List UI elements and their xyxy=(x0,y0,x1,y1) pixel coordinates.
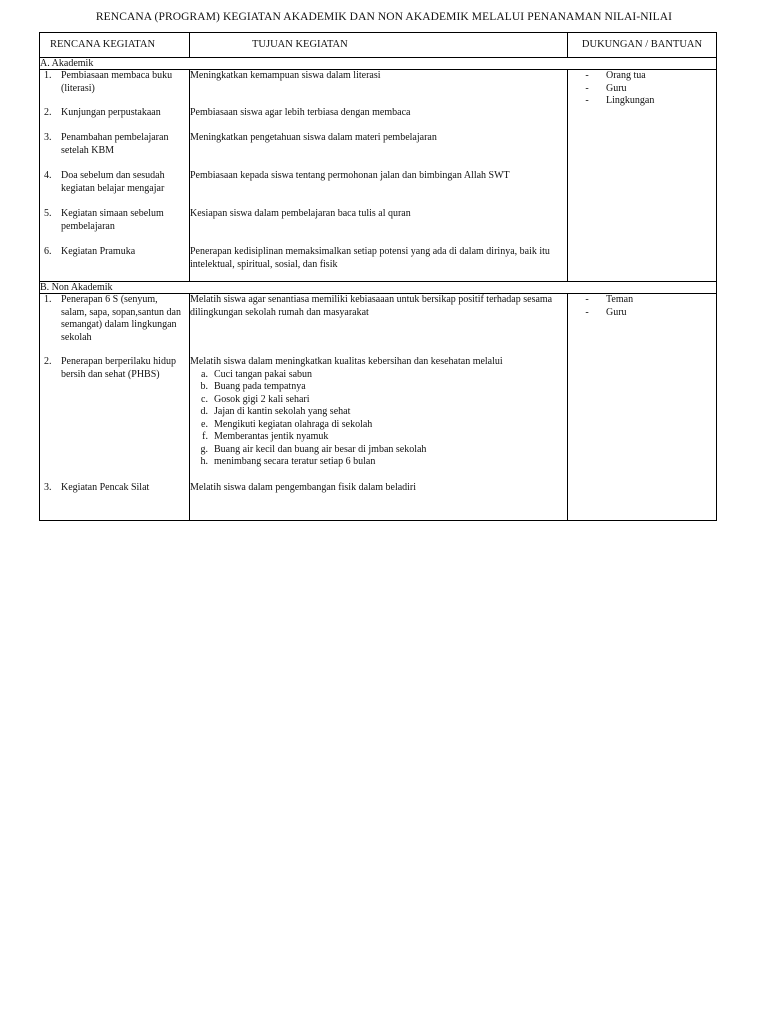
phbs-sub-item: a. Cuci tangan pakai sabun xyxy=(201,368,313,380)
section-body-akademik xyxy=(40,70,717,282)
table-header-row xyxy=(40,33,717,58)
header-dukungan-bantuan: DUKUNGAN / BANTUAN xyxy=(568,33,717,58)
akademik-dukungan-cell xyxy=(568,70,717,282)
section-body-non-akademik xyxy=(40,294,717,521)
document-title: RENCANA (PROGRAM) KEGIATAN AKADEMIK DAN NON AKADEMIK MELALUI PENANAMAN NILAI-NILAI xyxy=(95,11,673,23)
program-table xyxy=(39,32,717,521)
phbs-sub-item: g. Buang air kecil dan buang air besar di jmban sekolah xyxy=(200,443,427,455)
phbs-sub-item: b. Buang pada tempatnya xyxy=(200,381,306,392)
non-akademik-dukungan-cell xyxy=(568,294,717,521)
non-akademik-kegiatan-3: 3. Kegiatan Pencak Silat xyxy=(44,482,150,493)
section-row-akademik xyxy=(40,58,717,70)
akademik-tujuan-4: Pembiasaan kepada siswa tentang permohonan jalan dan bimbingan Allah SWT xyxy=(190,170,510,181)
non-akademik-tujuan-cell xyxy=(190,294,568,521)
non-akademik-tujuan-3: Melatih siswa dalam pengembangan fisik dalam beladiri xyxy=(190,482,417,493)
non-akademik-kegiatan-2: 2. Penerapan berperilaku hidup bersih dan sehat (PHBS) xyxy=(44,356,176,380)
dukungan-item: - Guru xyxy=(585,306,627,318)
non-akademik-kegiatan-cell xyxy=(40,294,190,521)
phbs-sub-item: f. Memberantas jentik nyamuk xyxy=(202,431,329,442)
akademik-tujuan-3: Meningkatkan pengetahuan siswa dalam materi pembelajaran xyxy=(190,132,437,143)
akademik-tujuan-2: Pembiasaan siswa agar lebih terbiasa dengan membaca xyxy=(190,107,411,118)
non-akademik-tujuan-1: Melatih siswa agar senantiasa memiliki kebiasaaan untuk bersikap positif terhadap sesama dilingkungan sekolah rumah dan masyarakat xyxy=(190,294,553,318)
akademik-kegiatan-3: 3. Penambahan pembelajaran setelah KBM xyxy=(44,132,169,156)
akademik-tujuan-5: Kesiapan siswa dalam pembelajaran baca tulis al quran xyxy=(190,208,411,219)
dukungan-item: - Lingkungan xyxy=(585,95,655,106)
non-akademik-tujuan-2-intro: Melatih siswa dalam meningkatkan kualitas kebersihan dan kesehatan melalui xyxy=(190,356,503,367)
header-rencana-kegiatan: RENCANA KEGIATAN xyxy=(40,33,190,58)
akademik-tujuan-6: Penerapan kedisiplinan memaksimalkan setiap potensi yang ada di dalam dirinya, baik itu intelektual, spiritual, sosial, dan fisik xyxy=(190,246,550,270)
phbs-sub-list xyxy=(190,369,567,469)
section-label-akademik: A. Akademik xyxy=(40,58,717,70)
non-akademik-tujuan-2 xyxy=(190,356,567,482)
akademik-kegiatan-6: 6. Kegiatan Pramuka xyxy=(44,246,136,257)
akademik-kegiatan-cell xyxy=(40,70,190,282)
akademik-kegiatan-1: 1. Pembiasaan membaca buku (literasi) xyxy=(44,70,173,94)
section-label-non-akademik: B. Non Akademik xyxy=(40,282,717,294)
dukungan-item: - Teman xyxy=(585,294,634,305)
akademik-kegiatan-5: 5. Kegiatan simaan sebelum pembelajaran xyxy=(44,208,164,232)
dukungan-item: - Guru xyxy=(585,82,627,94)
non-akademik-kegiatan-1: 1. Penerapan 6 S (senyum, salam, sapa, sopan,santun dan semangat) dalam lingkungan sekolah xyxy=(44,294,181,343)
akademik-tujuan-cell xyxy=(190,70,568,282)
akademik-tujuan-1: Meningkatkan kemampuan siswa dalam literasi xyxy=(190,70,381,81)
akademik-kegiatan-2: 2. Kunjungan perpustakaan xyxy=(44,107,161,118)
dukungan-item: - Orang tua xyxy=(585,70,646,81)
phbs-sub-item: e. Mengikuti kegiatan olahraga di sekolah xyxy=(201,418,373,430)
akademik-kegiatan-4: 4. Doa sebelum dan sesudah kegiatan belajar mengajar xyxy=(44,170,165,194)
phbs-sub-item: c. Gosok gigi 2 kali sehari xyxy=(201,393,310,405)
phbs-sub-item: h. menimbang secara teratur setiap 6 bulan xyxy=(200,456,376,467)
header-tujuan-kegiatan: TUJUAN KEGIATAN xyxy=(190,33,568,58)
section-row-non-akademik xyxy=(40,282,717,294)
phbs-sub-item: d. Jajan di kantin sekolah yang sehat xyxy=(200,406,351,417)
